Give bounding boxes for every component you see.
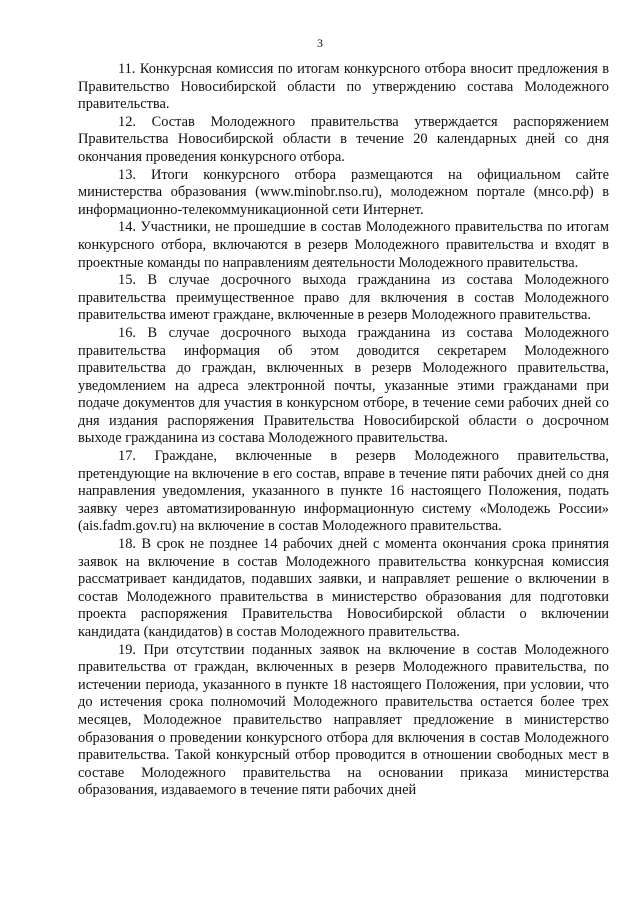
paragraph-16: 16. В случае досрочного выхода гражданина из состава Молодежного правительства информация об этом доводится секретарем Молодежного правительства до граждан, включенных в резерв Молодежного правительства, уведомлением на адреса электронной почты, указанные этими гражданами при подаче документов для участия в конкурсном отборе, в течение семи рабочих дней со дня издания распоряжения Правительства Новосибирской области о досрочном выходе гражданина из состава Молодежного правительства. bbox=[78, 324, 609, 447]
document-body bbox=[78, 61, 609, 800]
paragraph-11: 11. Конкурсная комиссия по итогам конкурсного отбора вносит предложения в Правительство Новосибирской области по утверждению состава Молодежного правительства. bbox=[78, 61, 609, 113]
paragraph-12: 12. Состав Молодежного правительства утверждается распоряжением Правительства Новосибирской области в течение 20 календарных дней со дня окончания проведения конкурсного отбора. bbox=[78, 113, 609, 165]
paragraph-13: 13. Итоги конкурсного отбора размещаются на официальном сайте министерства образования (www.minobr.nso.ru), молодежном портале (мнсо.рф) в информационно-телекоммуникационной сети Интернет. bbox=[78, 166, 609, 218]
paragraph-17: 17. Граждане, включенные в резерв Молодежного правительства, претендующие на включение в его состав, вправе в течение пяти рабочих дней со дня направления уведомления, указанного в пункте 16 настоящего Положения, подать заявку через автоматизированную информационную систему «Молодежь России» (ais.fadm.gov.ru) на включение в состав Молодежного правительства. bbox=[78, 448, 609, 535]
paragraph-14: 14. Участники, не прошедшие в состав Молодежного правительства по итогам конкурсного отбора, включаются в резерв Молодежного правительства и входят в проектные команды по направлениям деятельности Молодежного правительства. bbox=[78, 219, 609, 271]
page-number: 3 bbox=[317, 36, 323, 50]
paragraph-19: 19. При отсутствии поданных заявок на включение в состав Молодежного правительства от граждан, включенных в резерв Молодежного правительства, по истечении периода, указанного в пункте 18 настоящего Положения, при условии, что до истечения срока полномочий Молодежного правительства остается более трех месяцев, Молодежное правительство направляет предложение в министерство образования о проведении конкурсного отбора для включения в состав Молодежного правительства. Такой конкурсный отбор проводится в отношении свободных мест в составе Молодежного правительства на основании приказа министерства образования, издаваемого в течение пяти рабочих дней bbox=[78, 641, 609, 799]
paragraph-15: 15. В случае досрочного выхода гражданина из состава Молодежного правительства преимущественное право для включения в состав Молодежного правительства имеют граждане, включенные в резерв Молодежного правительства. bbox=[78, 272, 609, 324]
paragraph-18: 18. В срок не позднее 14 рабочих дней с момента окончания срока принятия заявок на включение в состав Молодежного правительства конкурсная комиссия рассматривает кандидатов, подавших заявки, и направляет решение о включении в состав Молодежного правительства в министерство образования для подготовки проекта распоряжения Правительства Новосибирской области о включении кандидата (кандидатов) в состав Молодежного правительства. bbox=[78, 536, 609, 640]
